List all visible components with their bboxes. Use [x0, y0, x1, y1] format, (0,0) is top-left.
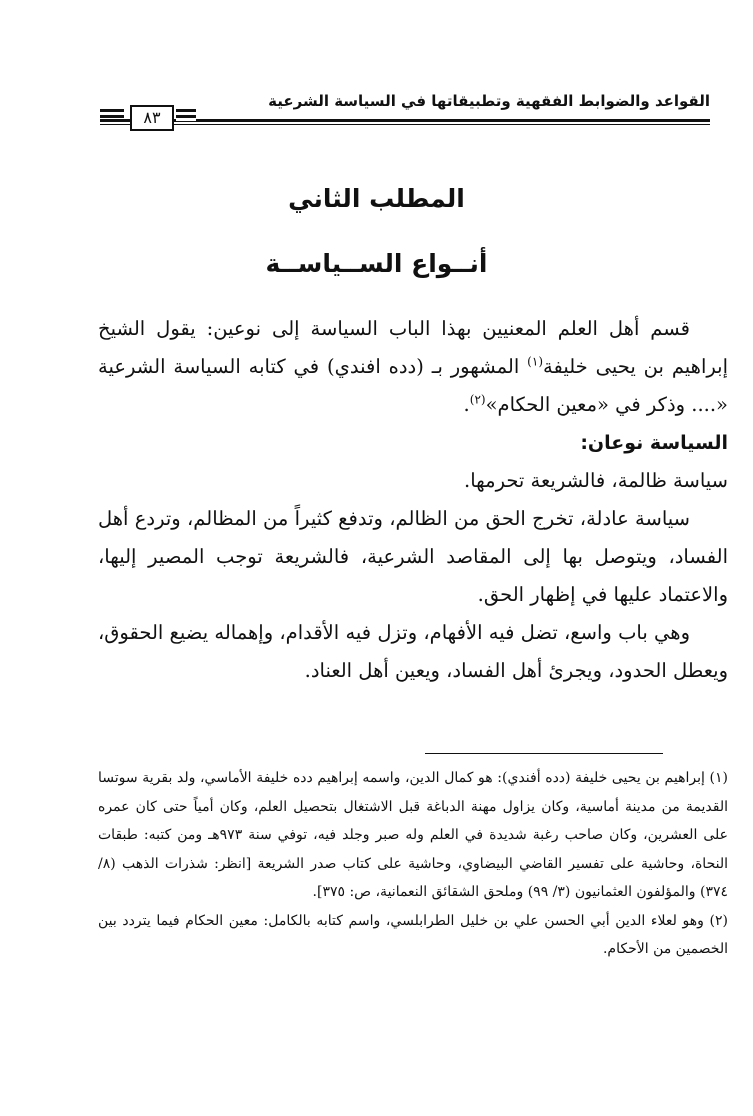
- footnote-marker: (٢): [709, 912, 728, 929]
- type-unjust-paragraph: سياسة ظالمة، فالشريعة تحرمها.: [464, 469, 728, 492]
- page-number-ornament-right: [176, 109, 196, 121]
- page-number: ٨٣: [130, 105, 174, 131]
- intro-text: قسم أهل العلم المعنيين بهذا الباب السياسة إلى نوعين: يقول الشيخ إبراهيم بن يحيى خليفة: [98, 317, 728, 378]
- intro-paragraph: [98, 310, 728, 424]
- footnote-separator: [425, 753, 663, 754]
- main-body: [98, 310, 728, 690]
- footnote-ref-2: (٢): [469, 392, 486, 407]
- type-just-paragraph: سياسة عادلة، تخرج الحق من الظالم، وتدفع كثيراً من المظالم، وتردع أهل الفساد، ويتوصل بها إلى المقاصد الشرعية، فالشريعة توجب المصير إليها، والاعتماد عليها في إظهار الحق.: [98, 507, 728, 606]
- section-subtitle: أنــواع الســياســة: [265, 249, 488, 278]
- page-number-ornament-left: [100, 109, 124, 121]
- footnote-text: وهو لعلاء الدين أبي الحسن علي بن خليل الطرابلسي، واسم كتابه بالكامل: معين الحكام فيما يتردد بين الخصمين من الأحكام.: [98, 912, 728, 957]
- running-header: [100, 92, 710, 132]
- footnote-2: [98, 907, 728, 964]
- running-title: القواعد والضوابط الفقهية وتطبيقاتها في السياسة الشرعية: [268, 92, 710, 110]
- intro-mid-text: المشهور بـ (دده افندي) في كتابه السياسة الشرعية «.... وذكر في «معين الحكام»: [98, 355, 728, 416]
- footnote-1: [98, 764, 728, 907]
- section-title: المطلب الثاني: [288, 184, 465, 213]
- footnote-ref-1: (١): [527, 354, 543, 369]
- footnote-text: إبراهيم بن يحيى خليفة (دده أفندي): هو كمال الدين، واسمه إبراهيم دده خليفة الأماسي، ولد بقرية سوتسا القديمة من مدينة أماسية، وكان يزاول مهنة الدباغة قبل الاشتغال بتحصيل العلم، وكان أمياً حتى كان عمره على العشرين، وكان صاحب رغبة شديدة في العلم وله صبر وجلد فيه، توفي سنة ٩٧٣هـ ومن كتبه: طبقات النحاة، وحاشية على تفسير القاضي البيضاوي، وحاشية على كتاب صدر الشريعة [انظر: شذرات الذهب (٨/ ٣٧٤) والمؤلفون العثمانيون (٣/ ٩٩) وملحق الشقائق النعمانية، ص: ٣٧٥].: [98, 770, 729, 900]
- footnotes: [98, 764, 728, 964]
- header-rule-thin: [100, 124, 710, 125]
- intro-end-text: .: [463, 393, 470, 416]
- types-heading: السياسة نوعان:: [580, 432, 728, 454]
- footnote-marker: (١): [709, 770, 729, 786]
- closing-paragraph: وهي باب واسع، تضل فيه الأفهام، وتزل فيه الأقدام، وإهماله يضيع الحقوق، ويعطل الحدود، ويجرئ أهل الفساد، ويعين أهل العناد.: [98, 621, 728, 682]
